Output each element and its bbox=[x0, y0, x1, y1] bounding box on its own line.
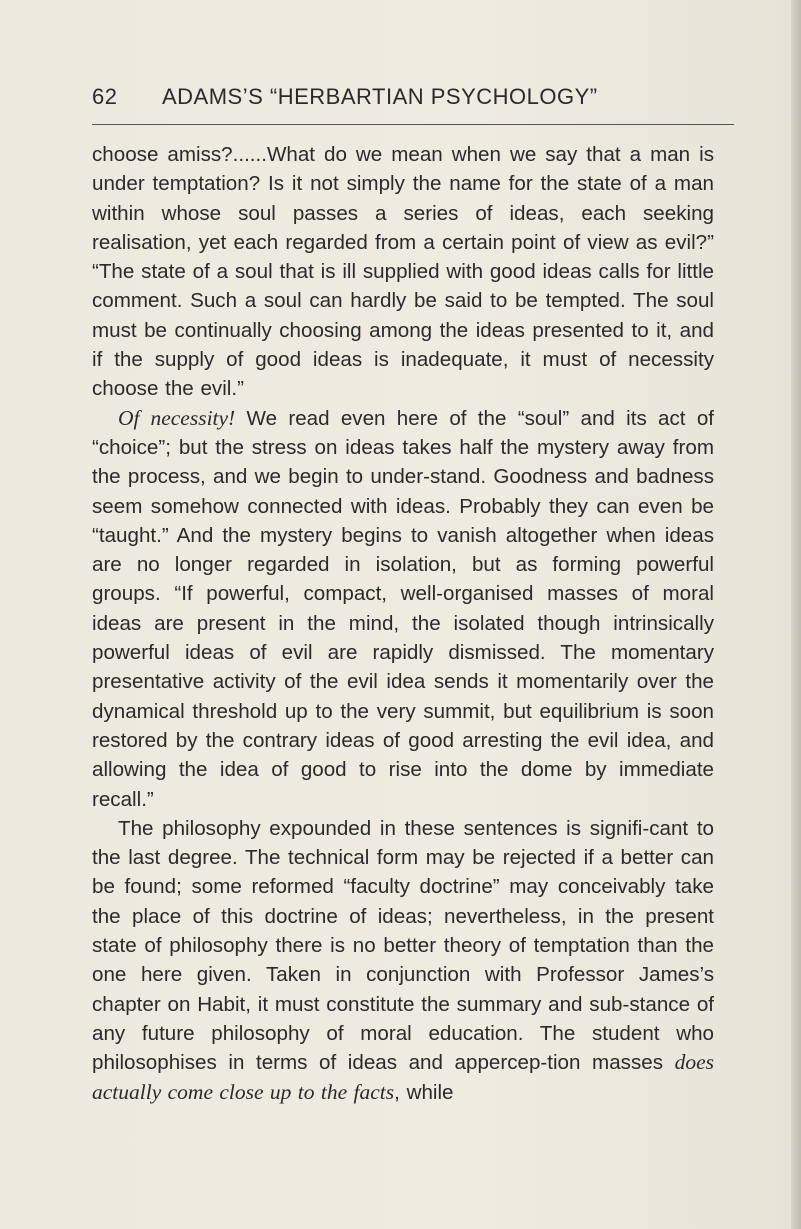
paragraph-1: choose amiss?......What do we mean when we say that a man is under temptation? Is it not simply the name for the state of a man within whose soul passes a series of ideas, each seeking realisation, yet each regarded from a certain point of view as evil?” “The state of a soul that is ill supplied with good ideas calls for little comment. Such a soul can hardly be said to be tempted. The soul must be continually choosing among the ideas presented to it, and if the supply of good ideas is inadequate, it must of necessity choose the evil.” bbox=[92, 143, 714, 401]
paragraph-3 bbox=[92, 814, 714, 1107]
italic-phrase: does actually come close up to the facts bbox=[92, 1050, 714, 1104]
paragraph-2 bbox=[92, 404, 714, 814]
running-title: ADAMS’S “HERBARTIAN PSYCHOLOGY” bbox=[162, 84, 598, 109]
italic-phrase: Of necessity! bbox=[118, 405, 236, 430]
page-number: 62 bbox=[92, 84, 118, 109]
paragraph-3-text: The philosophy expounded in these sentences is signifi-cant to the last degree. The technical form may be rejected if a better can be found; some reformed “faculty doctrine” may conceivably take the place of this doctrine of ideas; nevertheless, in the present state of philosophy there is no better theory of temptation than the one here given. Taken in conjunction with Professor James’s chapter on Habit, it must constitute the summary and sub-stance of any future philosophy of moral education. The student who philosophises in terms of ideas and appercep-tion masses bbox=[92, 816, 714, 1075]
header-rule bbox=[92, 124, 734, 125]
body-text bbox=[92, 140, 714, 1107]
paragraph-3-tail: , while bbox=[394, 1080, 454, 1104]
running-head bbox=[92, 84, 732, 110]
paragraph-2-text: We read even here of the “soul” and its act of “choice”; but the stress on ideas takes half the mystery away from the process, and we begin to under-stand. Goodness and badness seem somehow connected with ideas. Probably they can even be “taught.” And the mystery begins to vanish altogether when ideas are no longer regarded in isolation, but as forming powerful groups. “If powerful, compact, well-organised masses of moral ideas are present in the mind, the isolated though intrinsically powerful ideas of evil are rapidly dismissed. The momentary presentative activity of the evil idea sends it momentarily over the dynamical threshold up to the very summit, but equilibrium is soon restored by the contrary ideas of good arresting the evil idea, and allowing the idea of good to rise into the dome by immediate recall.” bbox=[92, 406, 714, 811]
page-edge bbox=[791, 0, 801, 1229]
